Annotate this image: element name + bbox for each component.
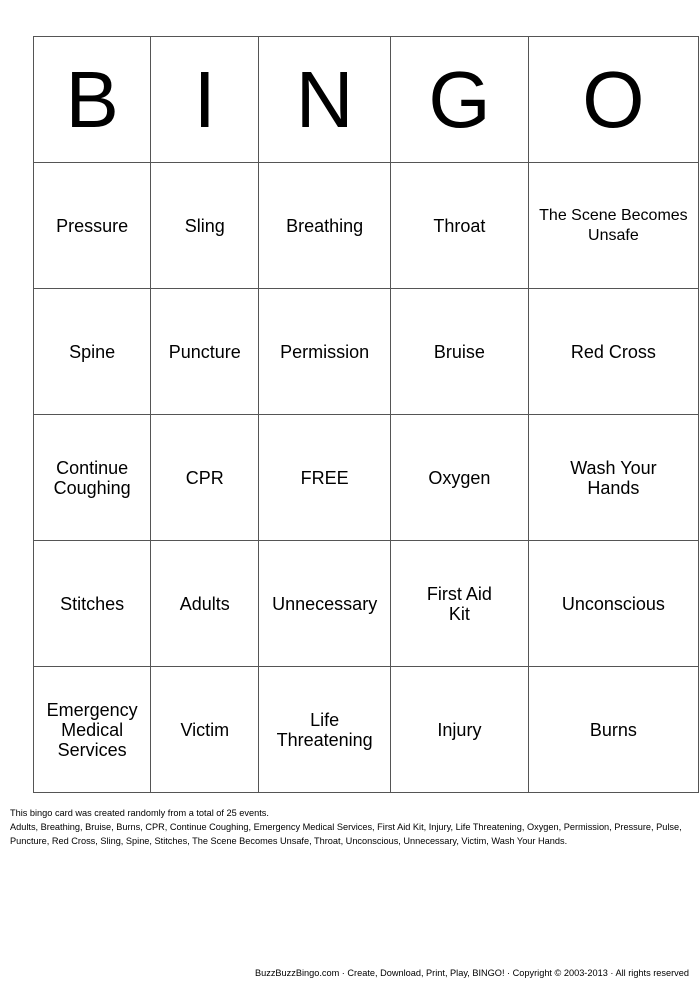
card-cell: Continue Coughing [34, 415, 151, 541]
card-cell: Burns [528, 667, 698, 793]
card-cell: Breathing [259, 163, 391, 289]
card-row [34, 163, 699, 289]
notes-intro: This bingo card was created randomly from a total of 25 events. [10, 808, 269, 818]
card-row [34, 415, 699, 541]
header-letter-o: O [528, 37, 698, 163]
bingo-card [33, 36, 699, 793]
card-cell: The Scene Becomes Unsafe [528, 163, 698, 289]
card-cell: Injury [391, 667, 529, 793]
card-cell: Unnecessary [259, 541, 391, 667]
notes-event-list: Adults, Breathing, Bruise, Burns, CPR, Continue Coughing, Emergency Medical Services, First Aid Kit, Injury, Life Threatening, Oxygen, Permission, Pressure, Pulse, Puncture, Red Cross, Sling, Spine, Stitches, The Scene Becomes Unsafe, Throat, Unconscious, Unnecessary, Victim, Wash Your Hands. [10, 822, 682, 846]
card-row [34, 289, 699, 415]
card-cell: Sling [151, 163, 259, 289]
header-letter-i: I [151, 37, 259, 163]
header-letter-g: G [391, 37, 529, 163]
card-cell: Spine [34, 289, 151, 415]
card-cell: Puncture [151, 289, 259, 415]
card-notes [10, 806, 690, 848]
card-cell: Oxygen [391, 415, 529, 541]
card-cell: Pressure [34, 163, 151, 289]
card-cell: Wash Your Hands [528, 415, 698, 541]
header-row [34, 37, 699, 163]
card-row [34, 667, 699, 793]
card-cell: Emergency Medical Services [34, 667, 151, 793]
card-cell: Bruise [391, 289, 529, 415]
free-space: FREE [259, 415, 391, 541]
header-letter-b: B [34, 37, 151, 163]
card-cell: First Aid Kit [391, 541, 529, 667]
card-cell: Unconscious [528, 541, 698, 667]
card-cell: CPR [151, 415, 259, 541]
card-cell: Permission [259, 289, 391, 415]
header-letter-n: N [259, 37, 391, 163]
card-cell: Victim [151, 667, 259, 793]
card-cell: Stitches [34, 541, 151, 667]
card-row [34, 541, 699, 667]
card-cell: Adults [151, 541, 259, 667]
card-cell: Red Cross [528, 289, 698, 415]
card-cell: Throat [391, 163, 529, 289]
footer-copyright: BuzzBuzzBingo.com · Create, Download, Print, Play, BINGO! · Copyright © 2003-2013 · All rights reserved [254, 968, 689, 978]
card-cell: Life Threatening [259, 667, 391, 793]
